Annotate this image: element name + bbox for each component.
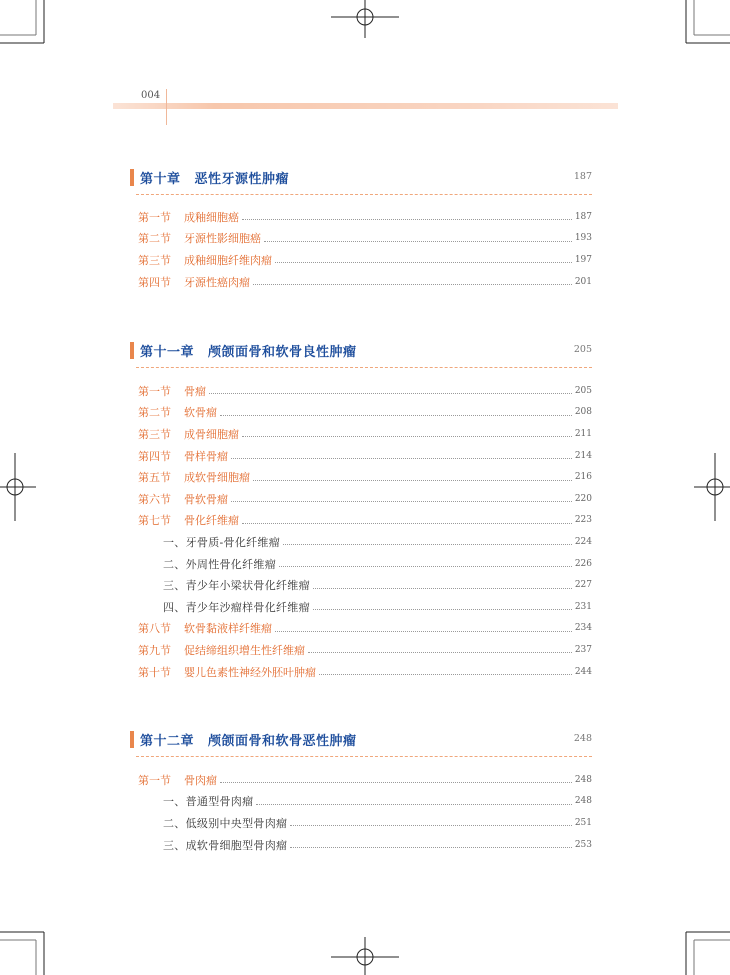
- chapter-title: 颅颌面骨和软骨恶性肿瘤: [208, 734, 357, 749]
- toc-subentry[interactable]: [138, 596, 592, 618]
- toc-entry[interactable]: [138, 380, 592, 402]
- section-page: 216: [574, 472, 592, 483]
- section-label: 第二节: [138, 406, 171, 420]
- toc-subentry[interactable]: [138, 812, 592, 834]
- section-title: 骨瘤: [184, 384, 206, 398]
- chapter-marker: [130, 342, 134, 359]
- subsection-page: 248: [574, 796, 592, 807]
- section-title: 软骨黏液样纤维瘤: [184, 622, 272, 636]
- section-label: 第三节: [138, 253, 171, 267]
- subsection-page: 253: [574, 839, 592, 850]
- chapter-10: [130, 168, 592, 289]
- toc-entry[interactable]: [138, 206, 592, 228]
- header-bar: [113, 103, 618, 109]
- subsection-page: 226: [574, 558, 592, 569]
- chapter-label: 第十二章: [140, 734, 195, 749]
- chapter-heading[interactable]: [130, 341, 592, 361]
- toc-entry[interactable]: [138, 271, 592, 293]
- section-title: 牙源性癌肉瘤: [184, 275, 250, 289]
- section-page: 223: [574, 515, 592, 526]
- section-page: 244: [574, 666, 592, 677]
- chapter-marker: [130, 169, 134, 186]
- chapter-page: 187: [573, 171, 592, 182]
- toc-entry[interactable]: [138, 466, 592, 488]
- section-page: 237: [574, 644, 592, 655]
- toc-entry[interactable]: [138, 618, 592, 640]
- section-title: 骨化纤维瘤: [184, 514, 239, 528]
- subsection-title: 一、普通型骨肉瘤: [163, 795, 254, 809]
- toc-entry[interactable]: [138, 510, 592, 532]
- section-title: 促结缔组织增生性纤维瘤: [184, 643, 305, 657]
- toc-entry[interactable]: [138, 228, 592, 250]
- section-title: 骨肉瘤: [184, 773, 217, 787]
- section-title: 成釉细胞癌: [184, 210, 239, 224]
- toc-entry[interactable]: [138, 445, 592, 467]
- section-page: 220: [574, 493, 592, 504]
- section-title: 牙源性影细胞癌: [184, 232, 261, 246]
- section-label: 第九节: [138, 643, 171, 657]
- section-label: 第七节: [138, 514, 171, 528]
- section-label: 第二节: [138, 232, 171, 246]
- header-divider: [166, 89, 167, 125]
- section-title: 成釉细胞纤维肉瘤: [184, 253, 272, 267]
- toc-entry[interactable]: [138, 423, 592, 445]
- section-page: 201: [574, 276, 592, 287]
- toc-entry[interactable]: [138, 488, 592, 510]
- toc-subentry[interactable]: [138, 834, 592, 856]
- chapter-12: [130, 730, 592, 852]
- subsection-page: 251: [574, 817, 592, 828]
- toc-entry[interactable]: [138, 639, 592, 661]
- section-title: 婴儿色素性神经外胚叶肿瘤: [184, 665, 316, 679]
- subsection-title: 三、成软骨细胞型骨肉瘤: [163, 838, 288, 852]
- subsection-page: 224: [574, 536, 592, 547]
- section-label: 第一节: [138, 773, 171, 787]
- subsection-title: 一、牙骨质-骨化纤维瘤: [163, 535, 281, 549]
- toc-entry[interactable]: [138, 769, 592, 791]
- section-label: 第八节: [138, 622, 171, 636]
- subsection-title: 三、青少年小梁状骨化纤维瘤: [163, 579, 310, 593]
- section-label: 第六节: [138, 492, 171, 506]
- section-title: 软骨瘤: [184, 406, 217, 420]
- section-label: 第四节: [138, 275, 171, 289]
- chapter-heading[interactable]: [130, 730, 592, 750]
- subsection-page: 227: [574, 580, 592, 591]
- section-page: 248: [574, 774, 592, 785]
- chapter-divider: [136, 367, 592, 368]
- chapter-label: 第十一章: [140, 345, 195, 360]
- toc-subentry[interactable]: [138, 791, 592, 813]
- section-title: 骨软骨瘤: [184, 492, 228, 506]
- section-label: 第十节: [138, 665, 171, 679]
- section-label: 第一节: [138, 384, 171, 398]
- subsection-title: 四、青少年沙瘤样骨化纤维瘤: [163, 600, 310, 614]
- section-label: 第一节: [138, 210, 171, 224]
- chapter-label: 第十章: [140, 172, 181, 187]
- toc-subentry[interactable]: [138, 553, 592, 575]
- chapter-title: 颅颌面骨和软骨良性肿瘤: [208, 345, 357, 360]
- page-number: 004: [141, 90, 161, 101]
- chapter-heading[interactable]: [130, 168, 592, 188]
- section-page: 205: [574, 385, 592, 396]
- section-label: 第四节: [138, 449, 171, 463]
- toc-entry[interactable]: [138, 249, 592, 271]
- subsection-page: 231: [574, 601, 592, 612]
- section-page: 187: [574, 211, 592, 222]
- chapter-marker: [130, 731, 134, 748]
- chapter-page: 205: [573, 344, 592, 355]
- toc-entry[interactable]: [138, 402, 592, 424]
- chapter-title: 恶性牙源性肿瘤: [194, 172, 290, 187]
- toc-subentry[interactable]: [138, 531, 592, 553]
- section-page: 208: [574, 407, 592, 418]
- section-label: 第三节: [138, 427, 171, 441]
- section-page: 234: [574, 623, 592, 634]
- toc-entry[interactable]: [138, 661, 592, 683]
- section-title: 成骨细胞瘤: [184, 427, 239, 441]
- chapter-divider: [136, 194, 592, 195]
- section-title: 骨样骨瘤: [184, 449, 228, 463]
- section-page: 211: [574, 428, 592, 439]
- section-page: 197: [574, 254, 592, 265]
- chapter-11: [130, 341, 592, 679]
- subsection-title: 二、外周性骨化纤维瘤: [163, 557, 276, 571]
- toc-subentry[interactable]: [138, 574, 592, 596]
- section-page: 214: [574, 450, 592, 461]
- chapter-divider: [136, 756, 592, 757]
- section-label: 第五节: [138, 471, 171, 485]
- section-title: 成软骨细胞瘤: [184, 471, 250, 485]
- section-page: 193: [574, 233, 592, 244]
- subsection-title: 二、低级别中央型骨肉瘤: [163, 816, 288, 830]
- chapter-page: 248: [573, 733, 592, 744]
